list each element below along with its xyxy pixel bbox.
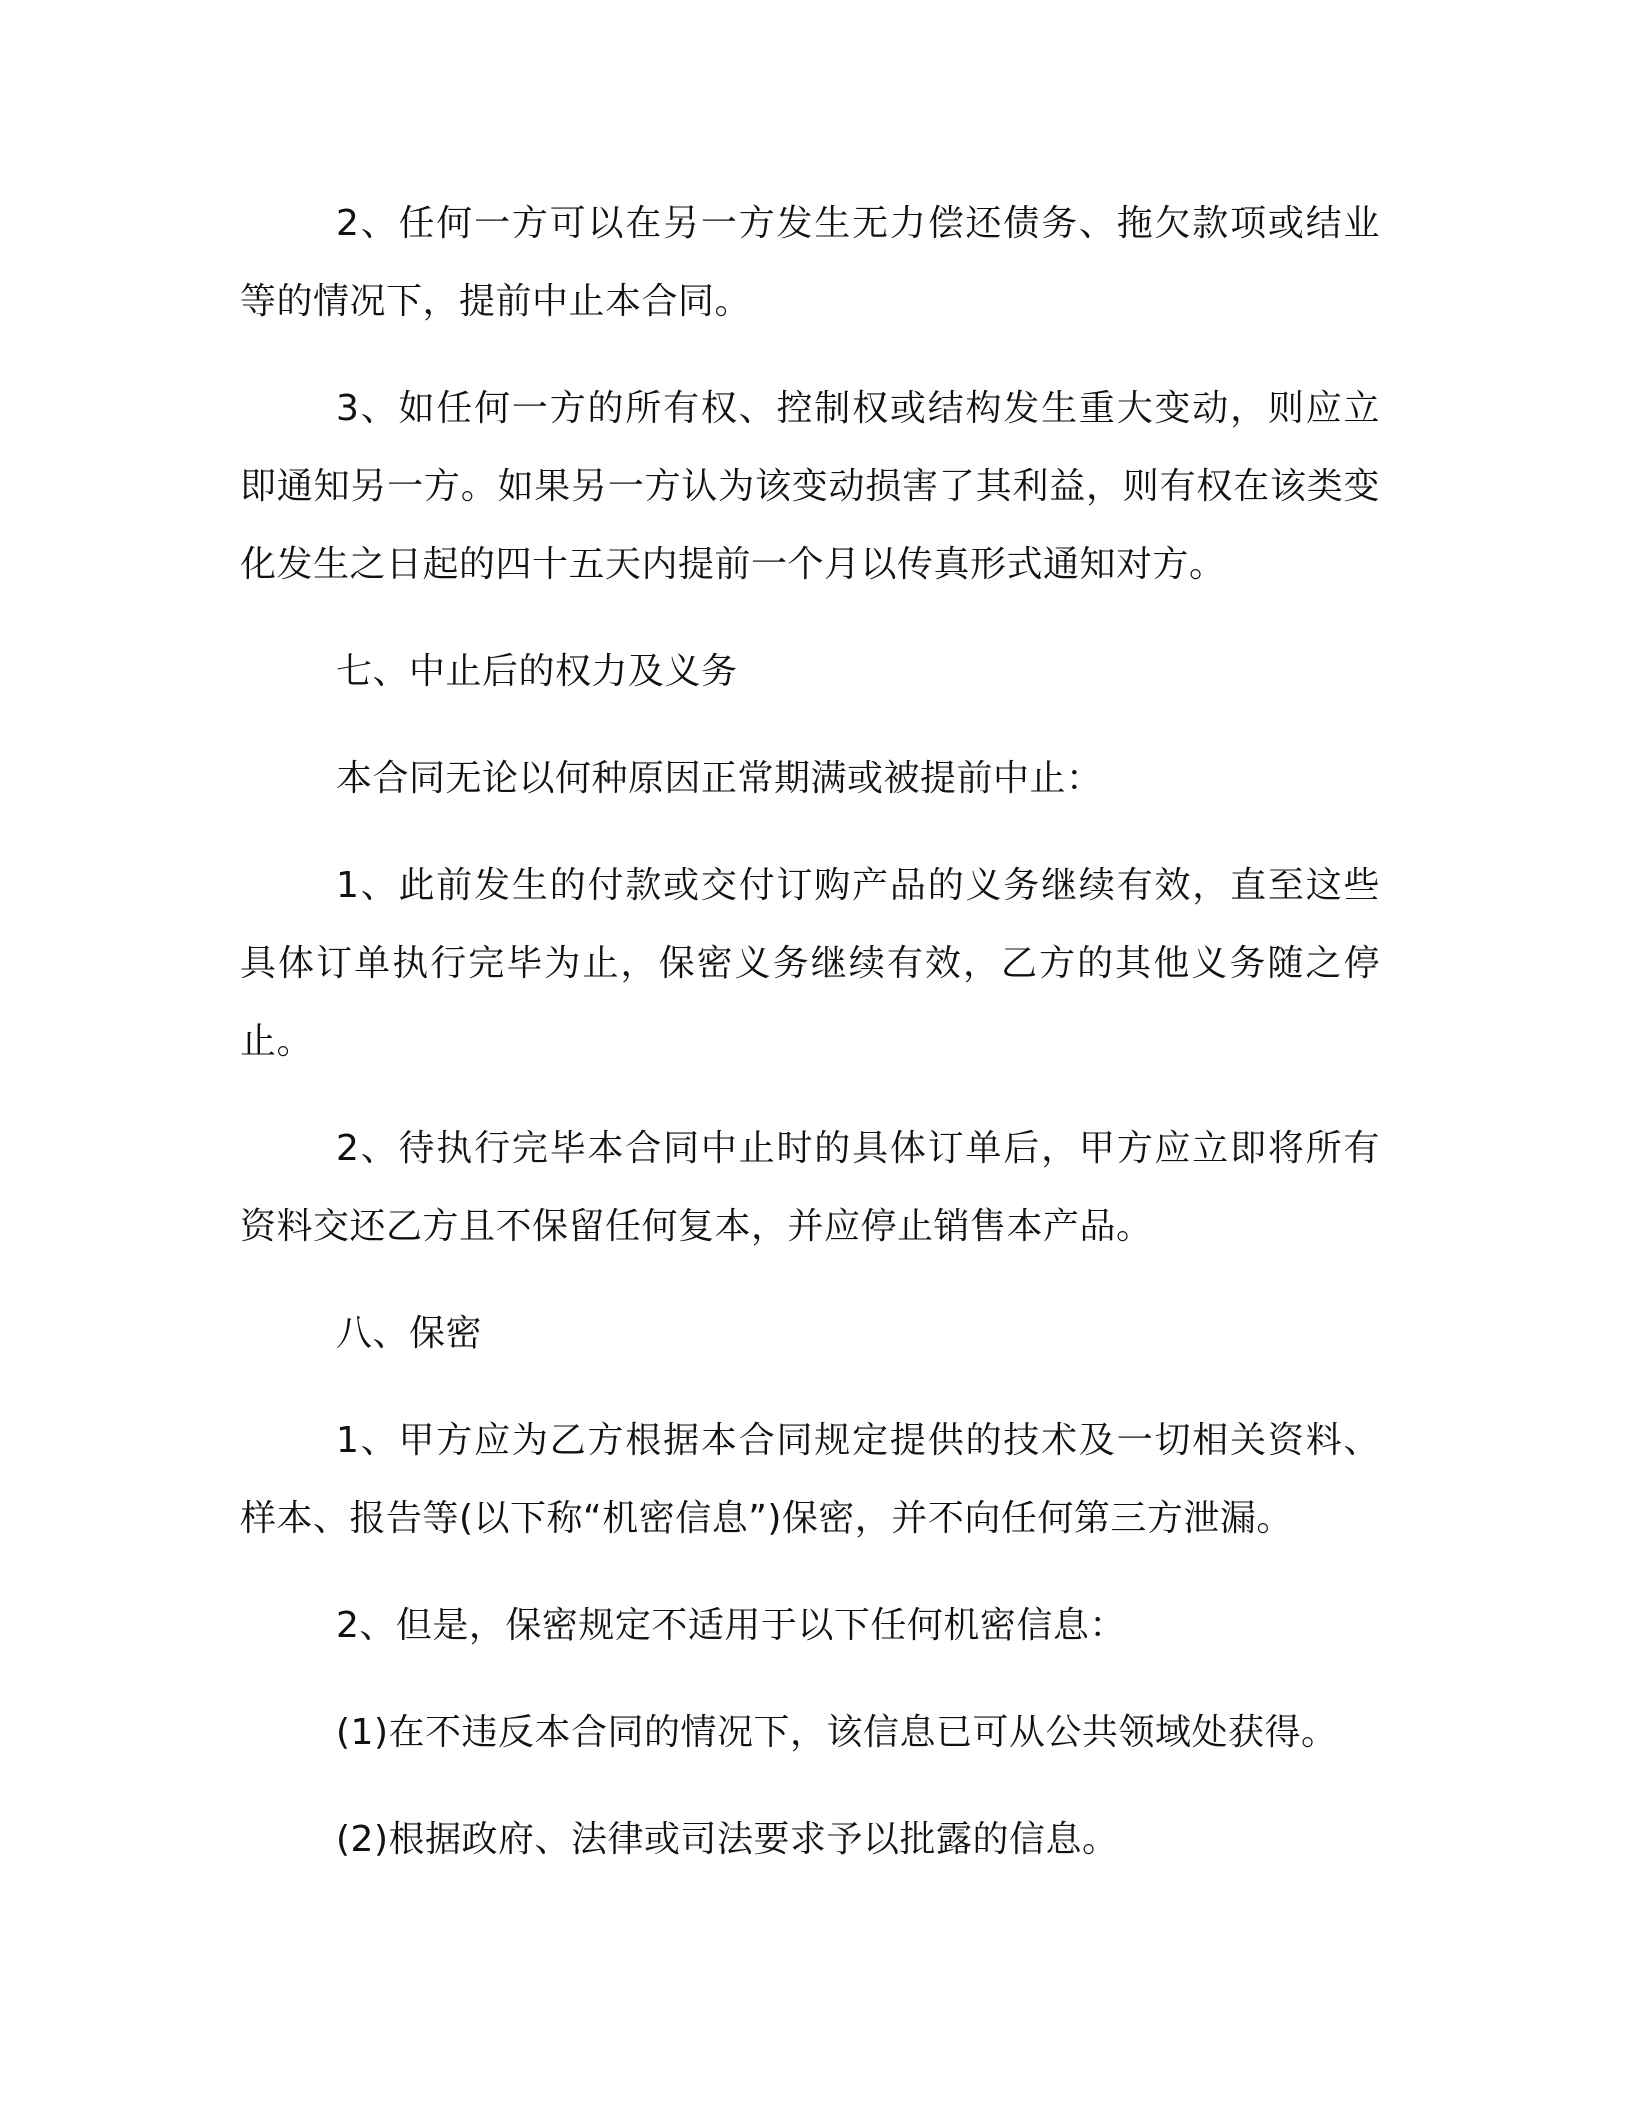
paragraph-exceptions-intro: 2、但是，保密规定不适用于以下任何机密信息：: [336, 1605, 1126, 1646]
document-body: [240, 185, 1380, 1908]
section-heading-post-termination: 七、中止后的权力及义务: [336, 651, 738, 692]
paragraph-exception-legal-disclosure: (2)根据政府、法律或司法要求予以批露的信息。: [336, 1819, 1119, 1860]
paragraph-confidential-info: 1、甲方应为乙方根据本合同规定提供的技术及一切相关资料、样本、报告等(以下称“机密信息”)保密，并不向任何第三方泄漏。: [240, 1420, 1380, 1539]
section-heading-confidentiality: 八、保密: [336, 1313, 483, 1354]
paragraph-ownership-change: 3、如任何一方的所有权、控制权或结构发生重大变动，则应立即通知另一方。如果另一方认为该变动损害了其利益，则有权在该类变化发生之日起的四十五天内提前一个月以传真形式通知对方。: [240, 388, 1380, 585]
paragraph-exception-public-domain: (1)在不违反本合同的情况下，该信息已可从公共领域处获得。: [336, 1712, 1338, 1753]
paragraph-termination-insolvency: 2、任何一方可以在另一方发生无力偿还债务、拖欠款项或结业等的情况下，提前中止本合同。: [240, 203, 1380, 322]
paragraph-obligations-continue: 1、此前发生的付款或交付订购产品的义务继续有效，直至这些具体订单执行完毕为止，保密义务继续有效，乙方的其他义务随之停止。: [240, 865, 1380, 1062]
paragraph-termination-intro: 本合同无论以何种原因正常期满或被提前中止：: [336, 758, 1103, 799]
paragraph-return-materials: 2、待执行完毕本合同中止时的具体订单后，甲方应立即将所有资料交还乙方且不保留任何复本，并应停止销售本产品。: [240, 1128, 1380, 1247]
